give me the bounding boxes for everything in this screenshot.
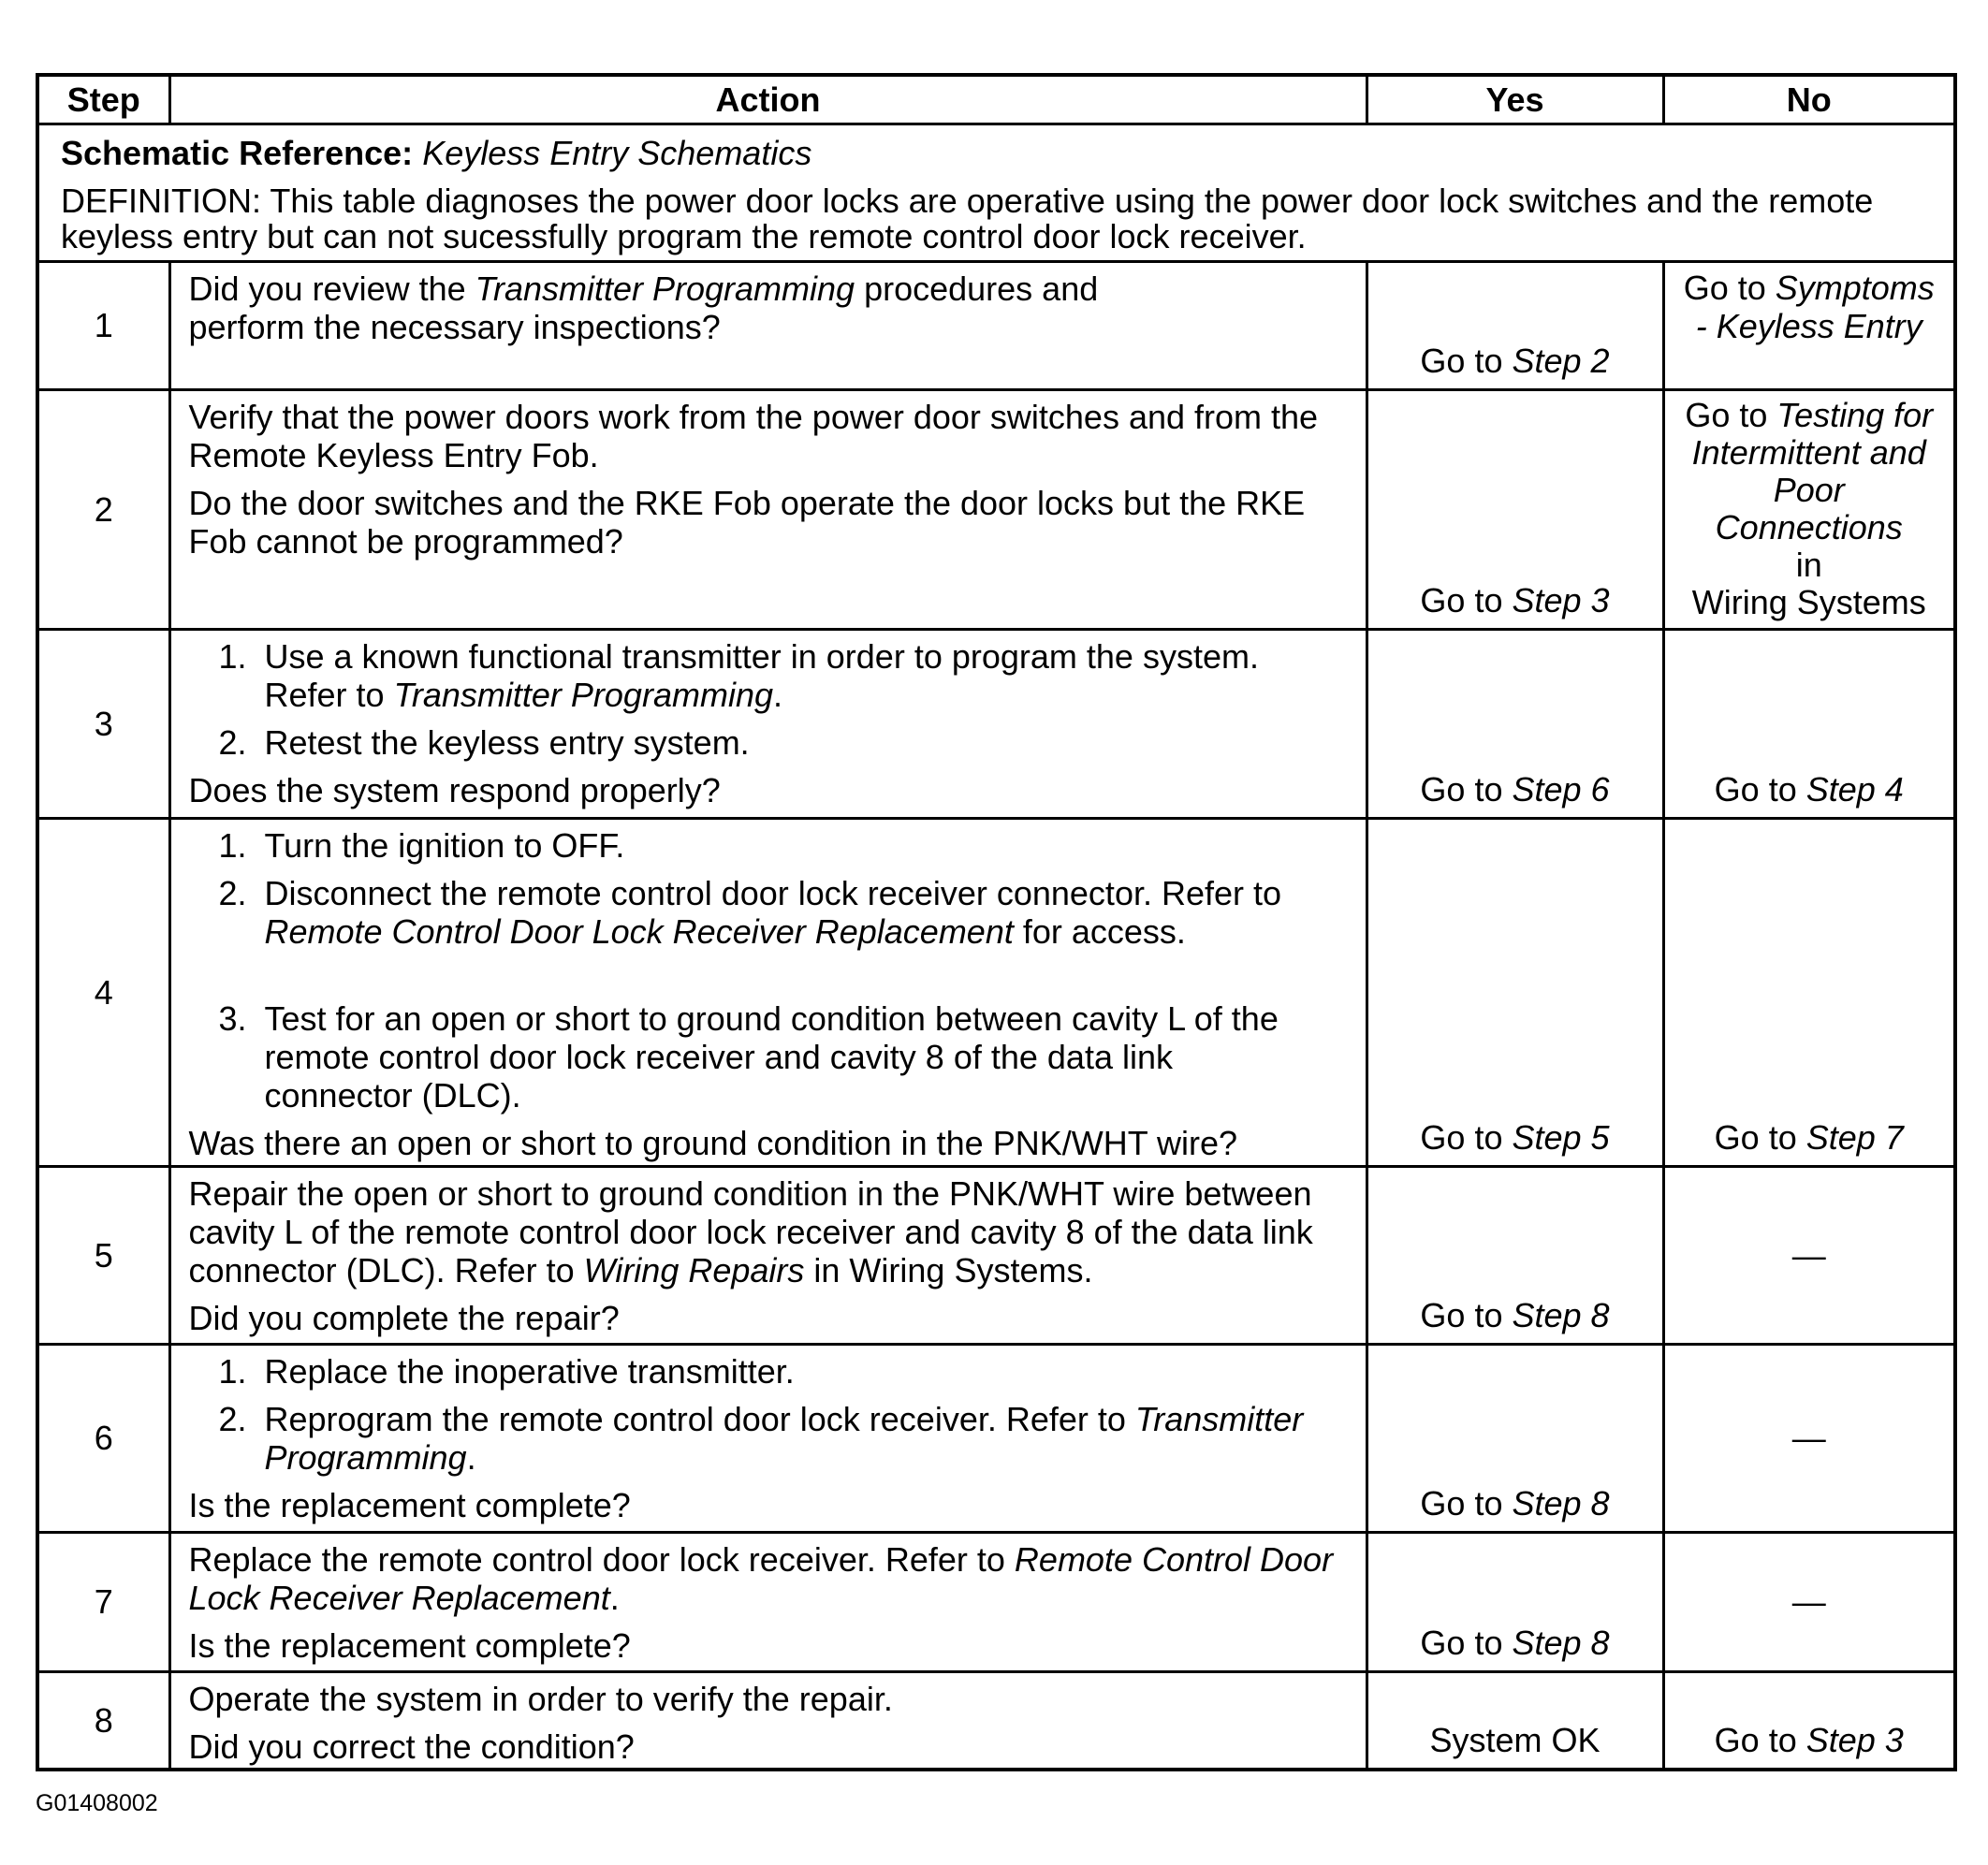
action-cell xyxy=(169,1166,1367,1344)
yes-cell xyxy=(1367,1671,1663,1770)
yes-text: Go to xyxy=(1420,769,1513,809)
action-line: Use a known functional transmitter in order to program the system. xyxy=(264,636,1259,676)
action-line: Turn the ignition to OFF. xyxy=(264,825,625,865)
action-cell xyxy=(169,818,1367,1166)
action-text: . xyxy=(772,675,782,714)
action-cell xyxy=(169,629,1367,818)
action-text: in Wiring Systems. xyxy=(804,1250,1093,1289)
no-reference: Intermittent and xyxy=(1691,432,1926,472)
action-line: Does the system respond properly? xyxy=(188,770,721,809)
no-cell xyxy=(1663,389,1955,629)
step-number: 1 xyxy=(37,261,169,389)
action-line: Was there an open or short to ground condition in the PNK/WHT wire? xyxy=(188,1123,1238,1162)
action-list xyxy=(189,637,1358,762)
no-cell xyxy=(1663,1671,1955,1770)
header-step: Step xyxy=(37,75,169,124)
action-line: cavity L of the remote control door lock receiver and cavity 8 of the data link xyxy=(188,1212,1313,1251)
action-question xyxy=(189,484,1358,561)
action-text: Did you review the xyxy=(188,269,475,308)
no-dash: — xyxy=(1791,1419,1826,1457)
reference-text: Transmitter Programming xyxy=(393,675,773,714)
yes-cell xyxy=(1367,818,1663,1166)
action-line xyxy=(265,1400,1358,1438)
schematic-reference xyxy=(61,134,1944,172)
action-question xyxy=(189,1727,1358,1766)
no-text: Go to xyxy=(1683,268,1776,307)
action-instruction xyxy=(189,1680,1358,1718)
action-line: remote control door lock receiver and cavity 8 of the data link xyxy=(264,1037,1173,1076)
definition-line: keyless entry but can not sucessfully program the remote control door lock receiver. xyxy=(61,216,1307,255)
no-text: Go to xyxy=(1714,1117,1806,1157)
yes-cell xyxy=(1367,261,1663,389)
step-row-3 xyxy=(37,629,1955,818)
step-number: 6 xyxy=(37,1344,169,1532)
action-cell xyxy=(169,261,1367,389)
step-row-5 xyxy=(37,1166,1955,1344)
action-list-item xyxy=(189,723,1358,762)
header-row xyxy=(37,75,1955,124)
action-cell xyxy=(169,389,1367,629)
no-text: Go to xyxy=(1685,395,1777,434)
action-list-item xyxy=(189,999,1358,1115)
list-number: 2. xyxy=(218,722,247,762)
no-step-reference: Step 3 xyxy=(1805,1721,1904,1759)
action-line: Is the replacement complete? xyxy=(188,1625,631,1665)
action-list-item xyxy=(189,1400,1358,1477)
action-text: . xyxy=(609,1578,620,1617)
yes-cell xyxy=(1367,1166,1663,1344)
list-number: 1. xyxy=(218,636,247,676)
action-question xyxy=(189,1486,1358,1524)
yes-cell xyxy=(1367,389,1663,629)
action-list-item xyxy=(189,826,1358,865)
no-text: Go to xyxy=(1714,1721,1806,1759)
yes-step-reference: Step 2 xyxy=(1512,341,1610,380)
no-reference: Connections xyxy=(1715,507,1903,546)
yes-text: Go to xyxy=(1420,1483,1513,1523)
action-list xyxy=(189,1352,1358,1477)
reference-text: Wiring Repairs xyxy=(583,1250,805,1289)
step-number: 3 xyxy=(37,629,169,818)
definition-line: DEFINITION: This table diagnoses the power door locks are operative using the power door lock switches and the remote xyxy=(61,181,1874,220)
yes-step-reference: Step 3 xyxy=(1512,580,1610,619)
step-number: 4 xyxy=(37,818,169,1166)
list-number: 2. xyxy=(218,1399,247,1438)
no-dash: — xyxy=(1791,1235,1826,1275)
action-line: Did you correct the condition? xyxy=(188,1727,635,1766)
step-number: 7 xyxy=(37,1532,169,1671)
header-yes: Yes xyxy=(1367,75,1663,124)
action-line: perform the necessary inspections? xyxy=(188,307,721,346)
no-line xyxy=(1669,397,1951,434)
yes-cell xyxy=(1367,629,1663,818)
action-line xyxy=(189,1579,1358,1617)
action-text: Refer to xyxy=(264,675,394,714)
action-line: Fob cannot be programmed? xyxy=(188,521,623,561)
step-row-7 xyxy=(37,1532,1955,1671)
no-reference: Poor xyxy=(1773,470,1845,509)
no-step-reference: Step 4 xyxy=(1805,769,1904,809)
reference-text: Lock Receiver Replacement xyxy=(188,1578,610,1617)
action-line: Verify that the power doors work from the power door switches and from the xyxy=(188,397,1319,436)
no-dash: — xyxy=(1791,1582,1826,1621)
action-question xyxy=(189,270,1358,346)
no-reference: Testing for xyxy=(1776,395,1934,434)
action-question xyxy=(189,1299,1358,1337)
action-text: connector (DLC). Refer to xyxy=(188,1250,584,1289)
action-instruction xyxy=(189,398,1358,474)
no-cell xyxy=(1663,1532,1955,1671)
no-step-reference: Step 7 xyxy=(1805,1117,1904,1157)
reference-text: Remote Control Door Lock Receiver Replacement xyxy=(264,911,1014,951)
action-line: Did you complete the repair? xyxy=(188,1298,620,1337)
step-number: 8 xyxy=(37,1671,169,1770)
action-cell xyxy=(169,1344,1367,1532)
action-line xyxy=(265,1438,1358,1477)
action-line: connector (DLC). xyxy=(264,1075,521,1115)
yes-step-reference: Step 8 xyxy=(1512,1483,1610,1523)
action-line: Test for an open or short to ground condition between cavity L of the xyxy=(264,998,1279,1038)
figure-id: G01408002 xyxy=(36,1790,158,1816)
no-text: Wiring Systems xyxy=(1691,582,1926,621)
no-cell xyxy=(1663,818,1955,1166)
yes-text: Go to xyxy=(1420,580,1513,619)
yes-text: Go to xyxy=(1420,1295,1513,1334)
action-line xyxy=(265,676,1358,714)
header-no: No xyxy=(1663,75,1955,124)
step-row-1 xyxy=(37,261,1955,389)
action-text: . xyxy=(466,1437,476,1477)
yes-step-reference: Step 5 xyxy=(1512,1117,1610,1157)
step-row-6 xyxy=(37,1344,1955,1532)
action-line: Replace the inoperative transmitter. xyxy=(264,1351,795,1391)
list-number: 3. xyxy=(218,998,247,1038)
action-line xyxy=(189,270,1358,308)
no-cell xyxy=(1663,1166,1955,1344)
action-line: Remote Keyless Entry Fob. xyxy=(188,435,599,474)
list-number: 1. xyxy=(218,825,247,865)
reference-text: Remote Control Door xyxy=(1014,1539,1334,1579)
header-action: Action xyxy=(169,75,1367,124)
action-text: for access. xyxy=(1013,911,1186,951)
action-instruction xyxy=(189,1174,1358,1289)
definition-cell xyxy=(37,124,1955,261)
action-line xyxy=(189,1540,1358,1579)
action-instruction xyxy=(189,1540,1358,1617)
action-question xyxy=(189,771,1358,809)
list-number: 1. xyxy=(218,1351,247,1391)
diagnostic-table xyxy=(36,73,1957,1771)
action-list-item xyxy=(189,637,1358,714)
no-cell xyxy=(1663,261,1955,389)
action-line: Do the door switches and the RKE Fob operate the door locks but the RKE xyxy=(188,483,1306,522)
action-question xyxy=(189,1124,1358,1162)
yes-text: Go to xyxy=(1420,341,1513,380)
action-line: Operate the system in order to verify the repair. xyxy=(188,1679,893,1718)
action-line: Retest the keyless entry system. xyxy=(264,722,750,762)
definition-row xyxy=(37,124,1955,261)
no-text: in xyxy=(1795,545,1822,584)
definition-text xyxy=(61,183,1944,255)
action-line: Is the replacement complete? xyxy=(188,1485,631,1524)
action-question xyxy=(189,1626,1358,1665)
action-list-item xyxy=(189,874,1358,951)
yes-cell xyxy=(1367,1532,1663,1671)
action-cell xyxy=(169,1671,1367,1770)
action-line: Disconnect the remote control door lock receiver connector. Refer to xyxy=(264,873,1282,912)
action-list-item xyxy=(189,1352,1358,1391)
yes-text: Go to xyxy=(1420,1117,1513,1157)
yes-text: Go to xyxy=(1420,1623,1513,1662)
step-row-8 xyxy=(37,1671,1955,1770)
no-reference: Symptoms xyxy=(1775,268,1935,307)
schematic-reference-label: Schematic Reference: xyxy=(61,133,414,172)
no-reference: - Keyless Entry xyxy=(1695,306,1922,345)
action-text: procedures and xyxy=(855,269,1099,308)
step-row-4 xyxy=(37,818,1955,1166)
yes-step-reference: Step 8 xyxy=(1512,1623,1610,1662)
no-text: Go to xyxy=(1714,769,1806,809)
action-line xyxy=(189,1251,1358,1289)
action-cell xyxy=(169,1532,1367,1671)
action-text: Replace the remote control door lock receiver. Refer to xyxy=(188,1539,1015,1579)
schematic-reference-value: Keyless Entry Schematics xyxy=(422,133,812,172)
list-number: 2. xyxy=(218,873,247,912)
reference-text: Transmitter xyxy=(1134,1399,1304,1438)
no-cell xyxy=(1663,1344,1955,1532)
yes-step-reference: Step 8 xyxy=(1512,1295,1610,1334)
action-text: Reprogram the remote control door lock receiver. Refer to xyxy=(264,1399,1135,1438)
reference-text: Programming xyxy=(264,1437,467,1477)
reference-text: Transmitter Programming xyxy=(475,269,855,308)
step-number: 2 xyxy=(37,389,169,629)
action-line: Repair the open or short to ground condition in the PNK/WHT wire between xyxy=(188,1173,1312,1213)
yes-step-reference: Step 6 xyxy=(1512,769,1610,809)
action-line xyxy=(265,912,1358,951)
step-number: 5 xyxy=(37,1166,169,1344)
yes-cell xyxy=(1367,1344,1663,1532)
no-cell xyxy=(1663,629,1955,818)
action-list xyxy=(189,826,1358,1115)
no-line xyxy=(1669,269,1951,307)
step-row-2 xyxy=(37,389,1955,629)
yes-text: System OK xyxy=(1429,1721,1601,1759)
